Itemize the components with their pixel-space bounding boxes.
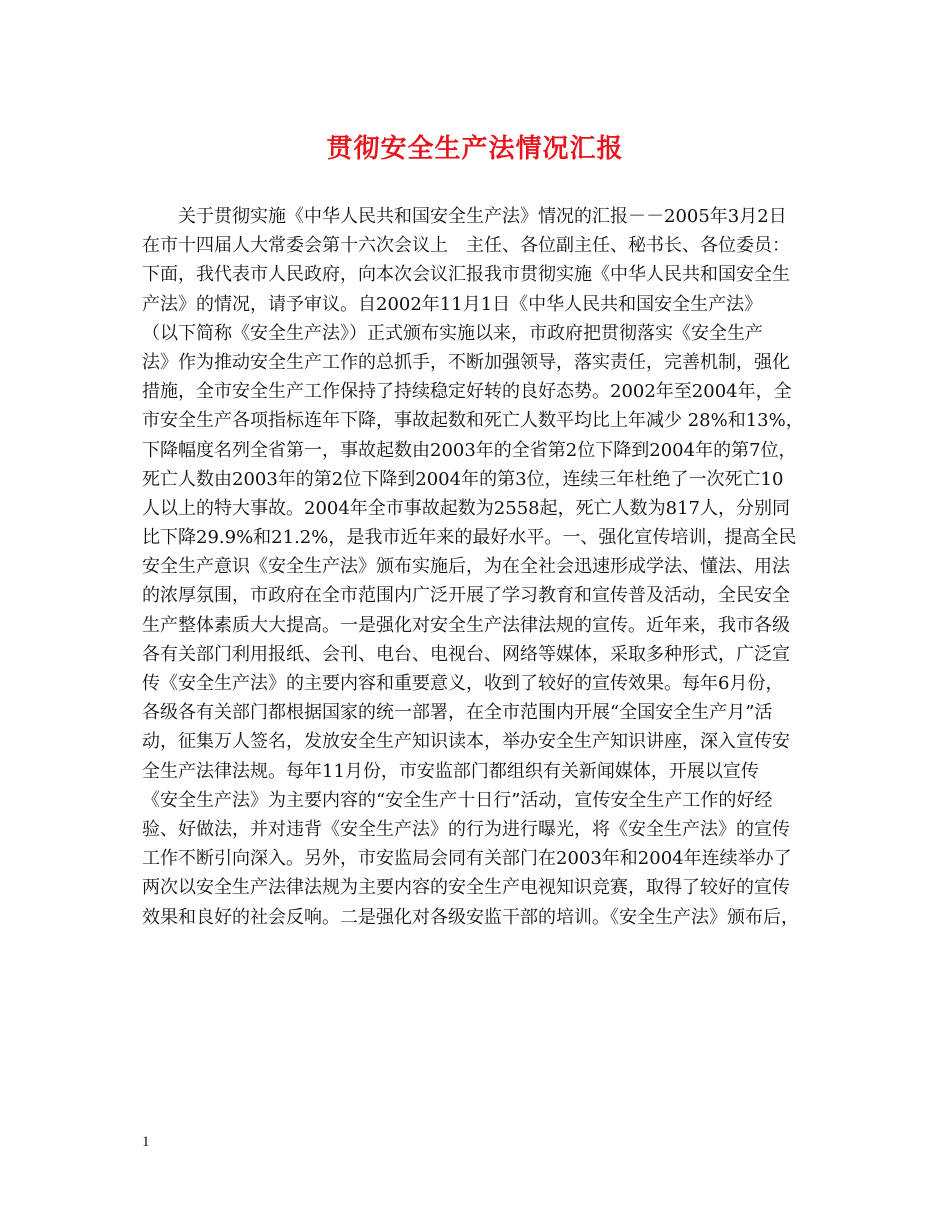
- body-line: 人以上的特大事故。2004年全市事故起数为2558起，死亡人数为817人，分别同: [142, 497, 790, 519]
- page-number: 1: [142, 1134, 150, 1150]
- body-line: 全生产法律法规。每年11月份，市安监部门都组织有关新闻媒体，开展以宣传: [142, 760, 759, 782]
- body-line: 市安全生产各项指标连年下降，事故起数和死亡人数平均比上年减少 28%和13%，: [142, 410, 804, 432]
- body-line: 《安全生产法》为主要内容的“安全生产十日行”活动，宣传安全生产工作的好经: [142, 789, 773, 811]
- body-line: 死亡人数由2003年的第2位下降到2004年的第3位，连续三年杜绝了一次死亡10: [142, 468, 784, 490]
- body-line: 措施，全市安全生产工作保持了持续稳定好转的良好态势。2002年至2004年，全: [142, 381, 792, 403]
- body-line: 传《安全生产法》的主要内容和重要意义，收到了较好的宣传效果。每年6月份，: [142, 673, 784, 694]
- body-line: 工作不断引向深入。另外，市安监局会同有关部门在2003年和2004年连续举办了: [142, 848, 792, 870]
- body-line: 生产整体素质大大提高。一是强化对安全生产法律法规的宣传。近年来，我市各级: [142, 614, 790, 636]
- body-line: 动，征集万人签名，发放安全生产知识读本，举办安全生产知识讲座，深入宣传安: [142, 731, 790, 753]
- body-line: 下降幅度名列全省第一，事故起数由2003年的全省第2位下降到2004年的第7位，: [142, 439, 797, 461]
- body-line: 在市十四届人大常委会第十六次会议上 主任、各位副主任、秘书长、各位委员：: [142, 235, 790, 257]
- body-line: 产法》的情况，请予审议。自2002年11月1日《中华人民共和国安全生产法》: [142, 293, 763, 315]
- body-line: 效果和良好的社会反响。二是强化对各级安监干部的培训。《安全生产法》颁布后，: [142, 906, 799, 928]
- document-title: 贯彻安全生产法情况汇报: [326, 134, 624, 164]
- body-line: 关于贯彻实施《中华人民共和国安全生产法》情况的汇报－－2005年3月2日: [178, 206, 787, 227]
- body-line: 安全生产意识《安全生产法》颁布实施后，为在全社会迅速形成学法、懂法、用法: [142, 556, 790, 578]
- body-line: （以下简称《安全生产法》）正式颁布实施以来，市政府把贯彻落实《安全生产: [142, 322, 763, 344]
- body-line: 各有关部门利用报纸、会刊、电台、电视台、网络等媒体，采取多种形式，广泛宣: [142, 643, 790, 665]
- body-line: 的浓厚氛围，市政府在全市范围内广泛开展了学习教育和宣传普及活动，全民安全: [142, 585, 790, 607]
- body-line: 比下降29.9%和21.2%，是我市近年来的最好水平。一、强化宣传培训，提高全民: [142, 527, 797, 549]
- body-line: 两次以安全生产法律法规为主要内容的安全生产电视知识竞赛，取得了较好的宣传: [142, 877, 790, 899]
- body-line: 下面，我代表市人民政府，向本次会议汇报我市贯彻实施《中华人民共和国安全生: [142, 264, 790, 286]
- document-body: [142, 202, 822, 932]
- body-line: 验、好做法，并对违背《安全生产法》的行为进行曝光，将《安全生产法》的宣传: [142, 818, 790, 840]
- body-line: 法》作为推动安全生产工作的总抓手，不断加强领导，落实责任，完善机制，强化: [142, 351, 790, 373]
- body-line: 各级各有关部门都根据国家的统一部署，在全市范围内开展“全国安全生产月”活: [142, 702, 773, 724]
